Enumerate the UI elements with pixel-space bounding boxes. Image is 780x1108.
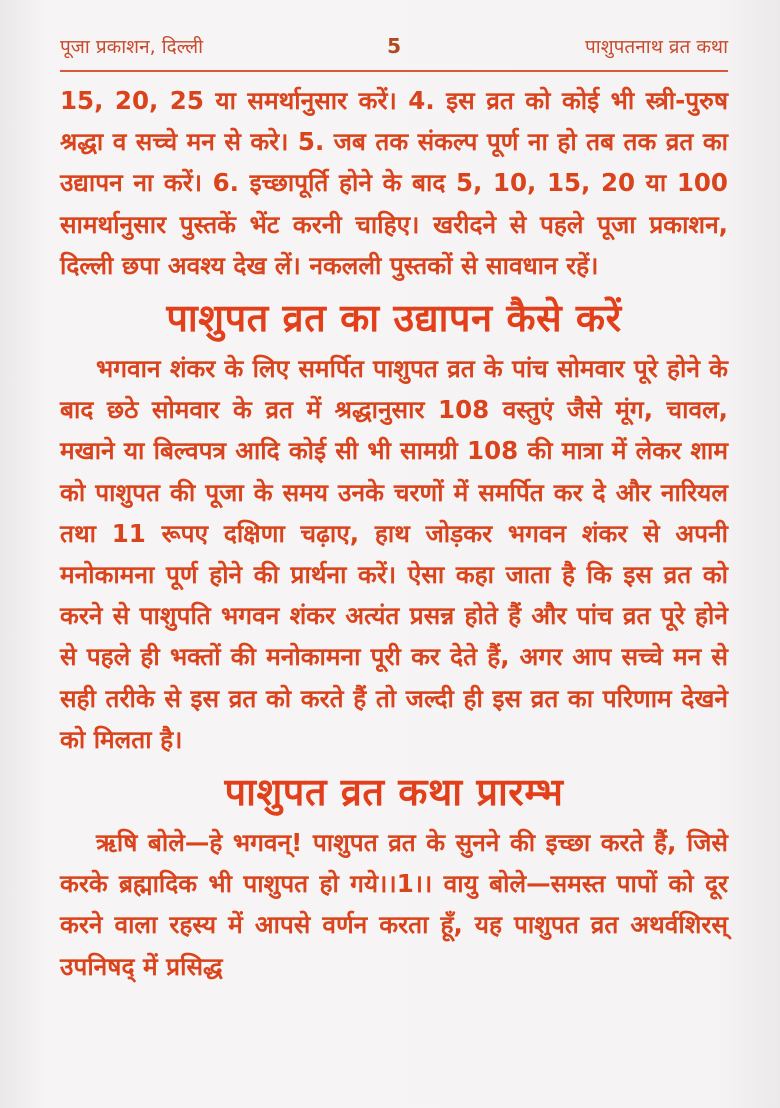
katha-text: ऋषि बोले—हे भगवन्! पाशुपत व्रत के सुनने की इच्छा करते हैं, जिसे करके ब्रह्मादिक भी पाशुपत हो गये।।1।। वायु बोले—समस्त पापों को दूर करने वाला रहस्य में आपसे वर्णन करता हूँ, यह पाशुपत व्रत अथर्वशिरस् उपनिषद् में प्रसिद्ध: [60, 828, 728, 981]
publisher-name: पूजा प्रकाशन, दिल्ली: [60, 36, 204, 58]
udyapan-paragraph: [60, 348, 728, 760]
page-number: 5: [387, 34, 402, 58]
book-title: पाशुपतनाथ व्रत कथा: [585, 36, 728, 58]
katha-paragraph: [60, 822, 728, 987]
intro-paragraph: [60, 80, 728, 286]
udyapan-text: भगवान शंकर के लिए समर्पित पाशुपत व्रत के पांच सोमवार पूरे होने के बाद छठे सोमवार के व्रत में श्रद्धानुसार 108 वस्तुएं जैसे मूंग, चावल, मखाने या बिल्वपत्र आदि कोई सी भी सामग्री 108 की मात्रा में लेकर शाम को पाशुपत की पूजा के समय उनके चरणों में समर्पित कर दे और नारियल तथा 11 रूपए दक्षिणा चढ़ाए, हाथ जोड़कर भगवन शंकर से अपनी मनोकामना पूर्ण होने की प्रार्थना करें। ऐसा कहा जाता है कि इस व्रत को करने से पाशुपति भगवन शंकर अत्यंत प्रसन्न होते हैं और पांच व्रत पूरे होने से पहले ही भक्तों की मनोकामना पूरी कर देते हैं, अगर आप सच्चे मन से सही तरीके से इस व्रत को करते हैं तो जल्दी ही इस व्रत का परिणाम देखने को मिलता है।: [60, 354, 728, 754]
page-header: [60, 28, 728, 64]
header-divider: [60, 70, 728, 72]
section-heading-udyapan: पाशुपत व्रत का उद्यापन कैसे करें: [166, 296, 622, 341]
intro-text: 15, 20, 25 या समर्थानुसार करें। 4. इस व्रत को कोई भी स्त्री-पुरुष श्रद्धा व सच्चे मन से करे। 5. जब तक संकल्प पूर्ण ना हो तब तक व्रत का उद्यापन ना करें। 6. इच्छापूर्ति होने के बाद 5, 10, 15, 20 या 100 सामर्थानुसार पुस्तकें भेंट करनी चाहिए। खरीदने से पहले पूजा प्रकाशन, दिल्ली छपा अवश्य देख लें। नकलली पुस्तकों से सावधान रहें।: [60, 86, 728, 280]
section-heading-katha: पाशुपत व्रत कथा प्रारम्भ: [224, 770, 564, 815]
